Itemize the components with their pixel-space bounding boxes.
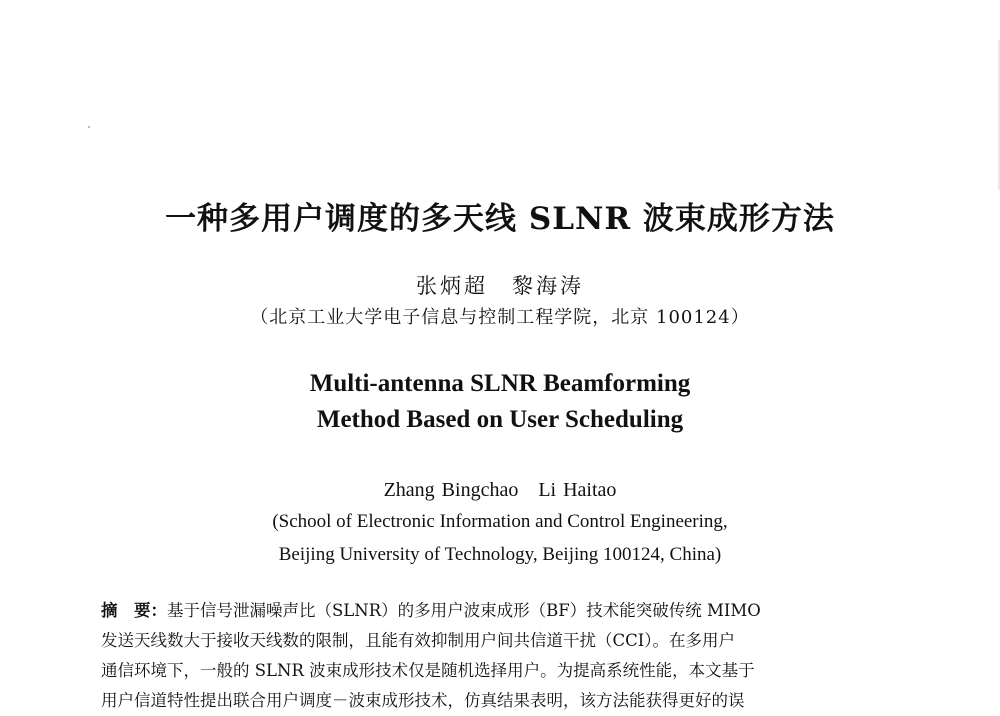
- english-title-line-1: Multi-antenna SLNR Beamforming: [309, 370, 691, 397]
- chinese-title: 一种多用户调度的多天线 SLNR 波束成形方法: [165, 201, 835, 237]
- abstract-line-1: [101, 596, 899, 626]
- english-title-line-2: Method Based on User Scheduling: [316, 406, 684, 433]
- chinese-authors: 张炳超 黎海涛: [416, 274, 584, 298]
- chinese-affiliation: （北京工业大学电子信息与控制工程学院，北京 100124）: [250, 307, 750, 328]
- english-title: [0, 366, 1000, 438]
- scan-speck: [88, 126, 90, 128]
- english-affiliation-line-2: Beijing University of Technology, Beijing 100124, China): [278, 544, 722, 565]
- abstract-text-1: 基于信号泄漏噪声比（SLNR）的多用户波束成形（BF）技术能突破传统 MIMO: [167, 601, 761, 620]
- abstract-line-3: 通信环境下，一般的 SLNR 波束成形技术仅是随机选择用户。为提高系统性能，本文基于: [101, 661, 755, 680]
- abstract-label: 摘 要：: [101, 601, 167, 620]
- abstract-line-2: 发送天线数大于接收天线数的限制，且能有效抑制用户间共信道干扰（CCI）。在多用户: [101, 631, 736, 650]
- english-affiliation-line-1: (School of Electronic Information and Control Engineering,: [272, 511, 728, 532]
- abstract-line-4: 用户信道特性提出联合用户调度－波束成形技术，仿真结果表明，该方法能获得更好的误: [101, 691, 745, 710]
- english-affiliation: [0, 505, 1000, 571]
- english-authors: Zhang Bingchao Li Haitao: [383, 479, 617, 501]
- abstract-block: [101, 596, 899, 716]
